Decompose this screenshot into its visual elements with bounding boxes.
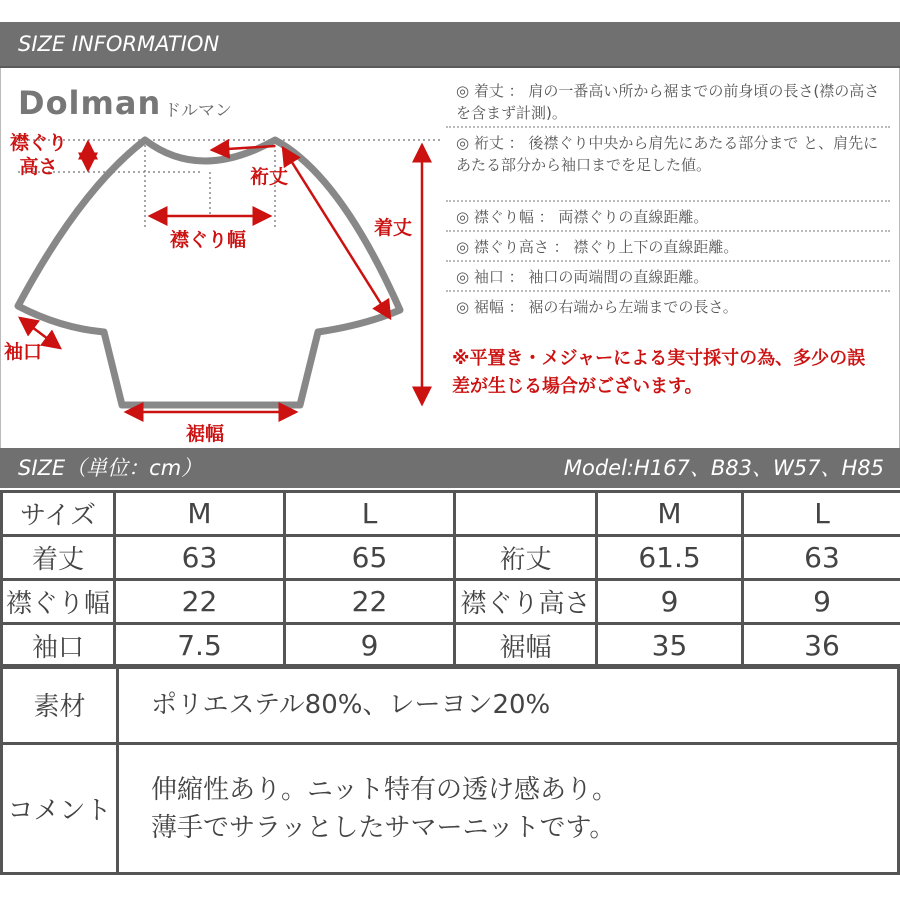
table-cell: 7.5 [115,624,285,668]
table-cell: 35 [597,624,743,668]
size-header [0,448,900,488]
material-label: 素材 [2,666,118,744]
comment-value [118,744,899,874]
table-row [2,624,900,668]
header-cell: M [115,492,285,536]
note-eri-width: ◎ 襟ぐり幅 ： 両襟ぐりの直線距離。 [446,202,890,232]
size-unit-label: SIZE（単位：cm） [18,456,203,480]
table-cell: 22 [115,580,285,624]
measurement-warning: ※平置き・メジャーによる実寸採寸の為、多少の誤差が生じる場合がございます。 [452,348,866,397]
row-label: 着丈 [2,536,115,580]
comment-row [2,744,899,874]
note-susohaba: ◎ 裾幅 ： 裾の右端から左端までの長さ。 [456,298,738,316]
label-yukitake: 裄丈 [250,166,289,188]
note-kitake: ◎ 着丈 ： 肩の一番高い所から裾までの前身頃の長さ(襟の高さを含まず計測)。 [446,76,890,128]
note-yukitake: ◎ 裄丈 ： 後襟ぐり中央から肩先にあたる部分まで と、肩先にあたる部分から袖口までを足した値。 [446,128,890,202]
row-label: 裄丈 [455,536,597,580]
label-susohaba: 裾幅 [186,423,225,445]
measurement-notes [446,76,890,322]
note-sodeguchi: ◎ 袖口 ： 袖口の両端間の直線距離。 [446,262,890,292]
table-row [2,536,900,580]
header-cell: サイズ [2,492,115,536]
garment-outline [18,140,400,405]
table-cell: 65 [285,536,455,580]
label-kitake: 着丈 [374,217,413,239]
header-cell [455,492,597,536]
label-eri-width: 襟ぐり幅 [170,229,247,251]
table-cell: 22 [285,580,455,624]
size-table [0,490,900,669]
table-cell: 9 [597,580,743,624]
label-eri-height: 襟ぐり 高さ [10,132,68,178]
header-cell: L [285,492,455,536]
model-info: Model:H167、B83、W57、H85 [563,456,884,480]
info-table [0,664,900,875]
row-label: 袖口 [2,624,115,668]
table-cell: 63 [115,536,285,580]
material-value: ポリエステル80%、レーヨン20% [118,666,899,744]
comment-line-2: 薄手でサラッとしたサマーニットです。 [151,812,616,843]
product-name-ja: ドルマン [164,101,232,121]
table-cell: 61.5 [597,536,743,580]
product-name: Dolman [18,84,162,122]
note-eri-height: ◎ 襟ぐり高さ ： 襟ぐり上下の直線距離。 [446,232,890,262]
header-cell: L [743,492,900,536]
row-label: 襟ぐり高さ [455,580,597,624]
table-cell: 9 [285,624,455,668]
table-cell: 36 [743,624,900,668]
table-row [2,580,900,624]
table-cell: 9 [743,580,900,624]
row-label: 襟ぐり幅 [2,580,115,624]
comment-label: コメント [2,744,118,874]
label-sodeguchi: 袖口 [4,341,43,363]
table-cell: 63 [743,536,900,580]
header-cell: M [597,492,743,536]
material-row [2,666,899,744]
header-title: SIZE INFORMATION [18,32,220,56]
row-label: 裾幅 [455,624,597,668]
size-table-header-row [2,492,900,536]
comment-line-1: 伸縮性あり。ニット特有の透け感あり。 [151,774,618,805]
